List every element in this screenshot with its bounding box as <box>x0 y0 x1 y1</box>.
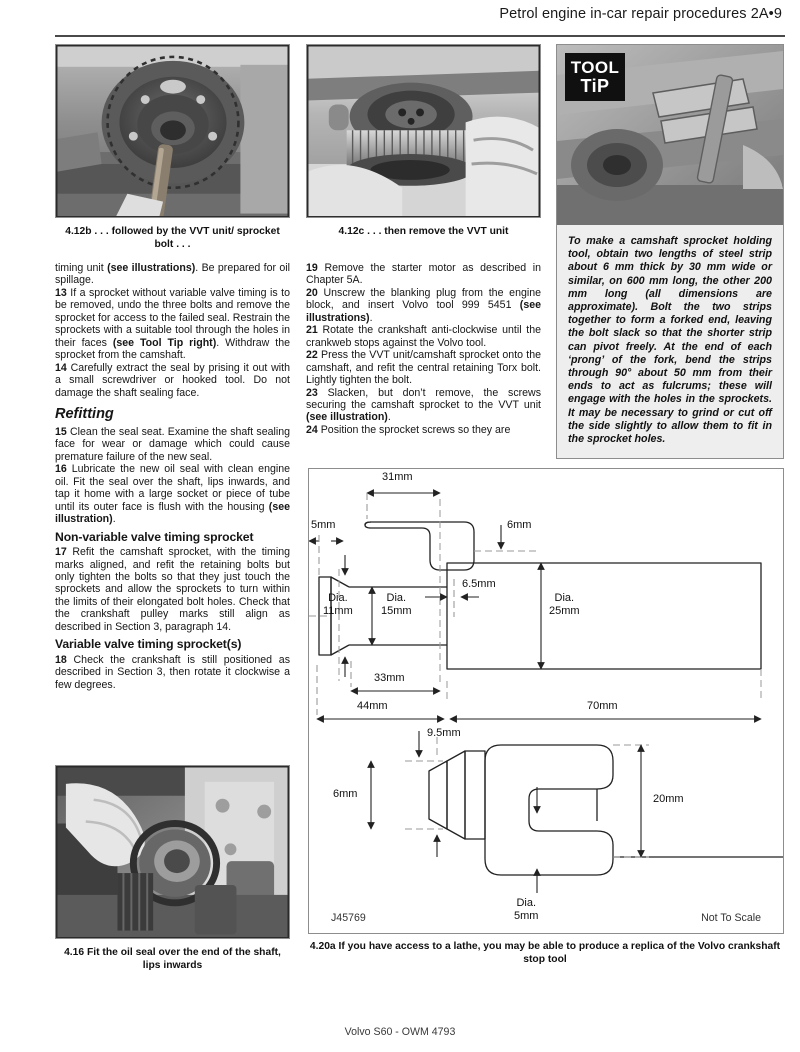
paragraph-12-continued: timing unit (see illustrations). Be prepared for oil spillage. <box>55 262 291 287</box>
dim-44mm: 44mm <box>357 700 388 712</box>
paragraph-20: 20 Unscrew the blanking plug from the engine block, and insert Volvo tool 999 5451 (see illustrations). <box>306 286 541 324</box>
page-title: Petrol engine in-car repair procedures 2A•9 <box>499 6 782 22</box>
figure-4-16-image <box>56 766 289 939</box>
drawing-scale-note: Not To Scale <box>701 912 761 924</box>
paragraph-14: 14 Carefully extract the seal by prising it out with a small screwdriver or hooked tool. Do not damage the shaft sealing face. <box>55 361 290 399</box>
middle-column-text <box>306 262 541 436</box>
paragraph-18: 18 Check the crankshaft is still positioned as described in Section 3, then rotate it clockwise a few degrees. <box>55 653 290 691</box>
tool-tip-badge-line2: TiP <box>580 76 610 96</box>
page-footer: Volvo S60 - OWM 4793 <box>344 1026 456 1038</box>
figure-4-12b-image <box>56 45 289 218</box>
dim-20mm: 20mm <box>653 793 684 805</box>
dim-dia-5mm: Dia. 5mm <box>514 897 539 922</box>
paragraph-15: 15 Clean the seal seat. Examine the shaft sealing face for wear or damage which could cause premature failure of the new seal. <box>55 425 290 463</box>
figure-4-12c-image <box>307 45 540 218</box>
figure-4-16-photo <box>55 765 290 939</box>
dim-6-5mm: 6.5mm <box>462 578 496 590</box>
paragraph-17: 17 Refit the camshaft sprocket, with the timing marks aligned, and refit the retaining bolts but only tighten the bolts so that they just touch the sprockets and allow the sprockets to turn within the limits of their elongated bolt holes. Check that the crankshaft pulley marks still align as described in Section 3, paragraph 14. <box>55 546 290 633</box>
paragraph-19: 19 Remove the starter motor as described in Chapter 5A. <box>306 262 541 287</box>
drawing-reference-code: J45769 <box>331 912 366 924</box>
dim-5mm: 5mm <box>311 519 336 531</box>
dim-31mm: 31mm <box>382 471 413 483</box>
paragraph-24: 24 Position the sprocket screws so they are <box>306 423 511 436</box>
dim-6mm-lower: 6mm <box>333 788 358 800</box>
left-column-text <box>55 262 290 691</box>
dim-dia-15mm: Dia. 15mm <box>381 592 412 617</box>
dim-dia-11mm: Dia. 11mm <box>323 592 353 617</box>
tool-tip-badge-line1: TOOL <box>570 58 620 77</box>
heading-refitting: Refitting <box>55 405 114 422</box>
page-header <box>0 0 800 34</box>
figure-4-16-caption: 4.16 Fit the oil seal over the end of the shaft, lips inwards <box>64 947 281 971</box>
header-divider <box>55 35 785 37</box>
dim-dia-25mm: Dia. 25mm <box>549 592 580 617</box>
paragraph-16: 16 Lubricate the new oil seal with clean engine oil. Fit the seal over the shaft, lips inwards, and tap it home with a large socket or piece of tube until its outer face is flush with the housing (see illustration). <box>55 463 290 526</box>
tool-tip-text: To make a camshaft sprocket holding tool, obtain two lengths of steel strip about 6 mm thick by 30 mm wide or similar, on 600 mm long, the other 200 mm long (all dimensions are approximate). Bolt the two strips together to form a forked end, leaving the bolt slack so that the shorter strip can pivot freely. At the end of each ‘prong’ of the fork, bend the strips through 90° about 50 mm from their ends to act as fulcrums; these will engage with the holes in the sprockets. It may be necessary to grind or cut off the side slightly to allow them to fit in the sprocket holes. <box>568 235 772 446</box>
dim-70mm: 70mm <box>587 700 618 712</box>
dim-6mm-upper: 6mm <box>507 519 532 531</box>
dim-33mm: 33mm <box>374 672 405 684</box>
technical-drawing-box <box>308 468 784 934</box>
paragraph-21: 21 Rotate the crankshaft anti-clockwise until the crankweb stops against the Volvo tool. <box>306 324 541 349</box>
tool-tip-box <box>556 44 784 459</box>
paragraph-13: 13 If a sprocket without variable valve timing is to be removed, undo the three bolts and remove the sprocket for access to the failed seal. Restrain the sprockets with a suitable tool through the holes in their faces (see Tool Tip right). Withdraw the sprocket from the camshaft. <box>55 286 290 362</box>
dim-9-5mm: 9.5mm <box>427 727 461 739</box>
figure-4-12c-photo <box>306 44 541 218</box>
figure-4-12b-caption: 4.12b . . . followed by the VVT unit/ sprocket bolt . . . <box>65 226 280 250</box>
heading-variable-sprocket: Variable valve timing sprocket(s) <box>55 637 242 652</box>
paragraph-23: 23 Slacken, but don’t remove, the screws securing the camshaft sprocket to the VVT unit (see illustration). <box>306 386 541 424</box>
figure-4-12c-caption: 4.12c . . . then remove the VVT unit <box>338 226 509 237</box>
figure-4-12b-photo <box>55 44 290 218</box>
paragraph-22: 22 Press the VVT unit/camshaft sprocket onto the camshaft, and refit the central retaining Torx bolt. Lightly tighten the bolt. <box>306 349 541 387</box>
heading-non-variable-sprocket: Non-variable valve timing sprocket <box>55 529 254 544</box>
tool-tip-badge <box>565 53 625 101</box>
figure-4-20a-caption: 4.20a If you have access to a lathe, you may be able to produce a replica of the Volvo crankshaft stop tool <box>309 941 781 965</box>
